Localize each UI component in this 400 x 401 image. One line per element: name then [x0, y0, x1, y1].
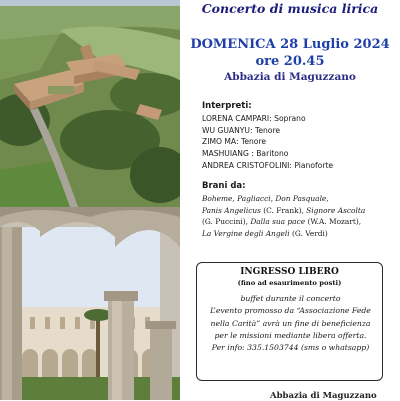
- photo-column: [0, 0, 180, 400]
- free-entry-note: (fino ad esaurimento posti): [237, 279, 342, 287]
- program-composer: (C. Frank),: [260, 205, 307, 215]
- program-piece-title: Signore Ascolta: [306, 205, 366, 215]
- program-heading: Brani da:: [202, 181, 246, 191]
- performer-item: WU GUANYU: Tenore: [202, 125, 281, 135]
- performer-item: LORENA CAMPARI: Soprano: [202, 114, 306, 123]
- free-entry-details: [203, 293, 378, 354]
- program-piece-title: La Vergine degli Angeli: [202, 228, 290, 238]
- event-venue: Abbazia di Maguzzano: [224, 71, 356, 83]
- program-opera-titles: Boheme, Pagliacci, Don Pasquale,: [202, 194, 329, 203]
- charity-text-line: per le missioni mediante libera offerta.: [214, 330, 367, 340]
- program-piece-title: Panis Angelicus: [202, 205, 261, 215]
- charity-text-line: L’evento promosso da “Associazione Fede: [210, 306, 371, 316]
- program-list: [202, 193, 394, 239]
- event-time: ore 20.45: [255, 54, 325, 69]
- charity-text-line: nella Carità” avrà un fine di beneficienza: [210, 318, 371, 328]
- performer-item: ZIMO MA: Tenore: [202, 137, 267, 147]
- performer-item: MASHUIANG : Baritono: [202, 149, 289, 159]
- performers-heading: Interpreti:: [202, 101, 252, 111]
- free-entry-title: INGRESSO LIBERO: [240, 267, 339, 277]
- cloister-photo: [0, 207, 180, 400]
- performers-list: [202, 113, 392, 172]
- footer-venue: Abbazia di Maguzzano: [270, 391, 377, 401]
- program-piece-title: Dalla sua pace: [250, 217, 306, 226]
- program-composer: (W.A. Mozart),: [305, 217, 362, 226]
- event-text-column: [190, 0, 395, 400]
- concert-subtitle: Concerto di musica lirica: [201, 1, 379, 16]
- free-entry-box: [196, 262, 383, 381]
- performer-item: ANDREA CRISTOFOLINI: Pianoforte: [202, 160, 334, 170]
- event-date: DOMENICA 28 Luglio 2024: [190, 37, 390, 52]
- program-composer: (G. Verdi): [289, 228, 328, 238]
- buffet-note: buffet durante il concerto: [240, 294, 341, 303]
- program-composer: (G. Puccini),: [202, 217, 251, 226]
- aerial-view-photo: [0, 0, 180, 207]
- contact-info: Per info: 335.1503744 (sms o whatsapp): [211, 343, 370, 353]
